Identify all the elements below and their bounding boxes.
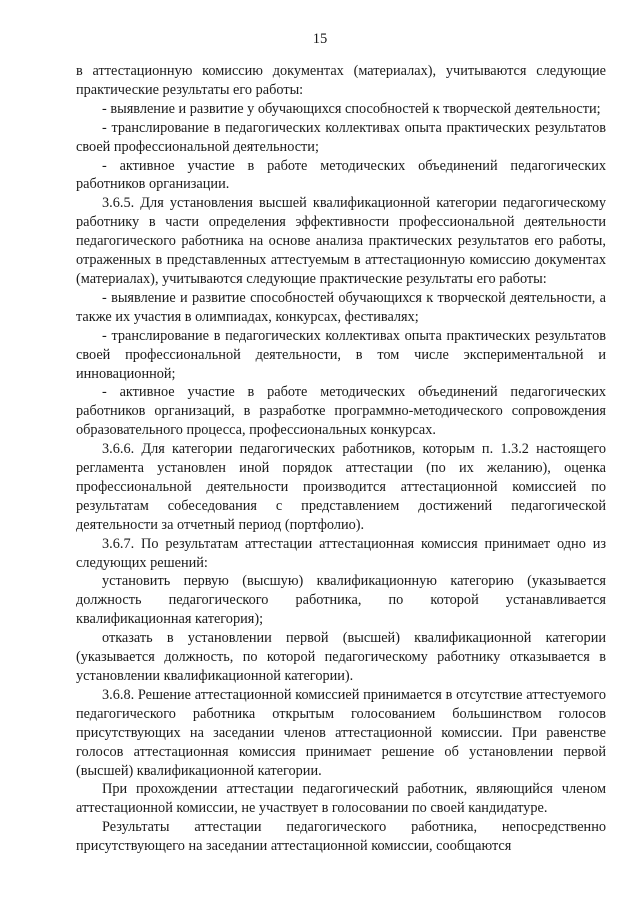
list-item-experience-translation: - транслирование в педагогических коллективах опыта практических результатов своей профессиональной деятельности;: [76, 119, 606, 155]
list-item-methodical-participation: - активное участие в работе методических объединений педагогических работников организации.: [76, 157, 606, 193]
document-body: [76, 62, 606, 856]
clause-3-6-7: 3.6.7. По результатам аттестации аттестационная комиссия принимает одно из следующих решений:: [76, 535, 606, 571]
clause-3-6-5: 3.6.5. Для установления высшей квалификационной категории педагогическому работнику в части определения эффективности профессиональной деятельности педагогического работника на основе анализа практических результатов его работы, отраженных в представленных аттестуемым в аттестационную комиссию документах (материалах), учитываются следующие практические результаты его работы:: [76, 195, 606, 287]
clause-3-6-8: 3.6.8. Решение аттестационной комиссией принимается в отсутствие аттестуемого педагогического работника открытым голосованием большинством голосов присутствующих на заседании членов аттестационной комиссии. При равенстве голосов аттестационная комиссия принимает решение об установлении первой (высшей) квалификационной категории.: [76, 686, 606, 779]
paragraph-results-communication: Результаты аттестации педагогического работника, непосредственно присутствующего на заседании аттестационной комиссии, сообщаются: [76, 819, 606, 855]
paragraph-continuation: в аттестационную комиссию документах (материалах), учитываются следующие практические результаты его работы:: [76, 63, 606, 98]
list-item-experimental-innovative: - транслирование в педагогических коллективах опыта практических результатов своей профессиональной деятельности, в том числе экспериментальной и инновационной;: [76, 327, 606, 382]
paragraph-member-voting: При прохождении аттестации педагогический работник, являющийся членом аттестационной комиссии, не участвует в голосовании по своей кандидатуре.: [76, 781, 606, 817]
list-item-methodical-support: - активное участие в работе методических объединений педагогических работников организаций, в разработке программно-методического сопровождения образовательного процесса, профессиональных конкурсах.: [76, 384, 606, 439]
decision-establish-category: установить первую (высшую) квалификационную категорию (указывается должность педагогического работника, по которой устанавливается квалификационная категория);: [76, 573, 606, 628]
clause-3-6-6: 3.6.6. Для категории педагогических работников, которым п. 1.3.2 настоящего регламента установлен иной порядок аттестации (по их желанию), оценка профессиональной деятельности производится аттестационной комиссией по результатам собеседования с представлением достижений педагогической деятельности за отчетный период (портфолио).: [76, 441, 606, 533]
decision-refuse-category: отказать в установлении первой (высшей) квалификационной категории (указывается должность, по которой педагогическому работнику отказывается в установлении квалификационной категории).: [76, 630, 606, 684]
list-item-creative-abilities: - выявление и развитие у обучающихся способностей к творческой деятельности;: [102, 100, 601, 117]
list-item-abilities-olympiads: - выявление и развитие способностей обучающихся к творческой деятельности, а также их участия в олимпиадах, конкурсах, фестивалях;: [76, 289, 606, 325]
page-number: 15: [312, 31, 328, 47]
